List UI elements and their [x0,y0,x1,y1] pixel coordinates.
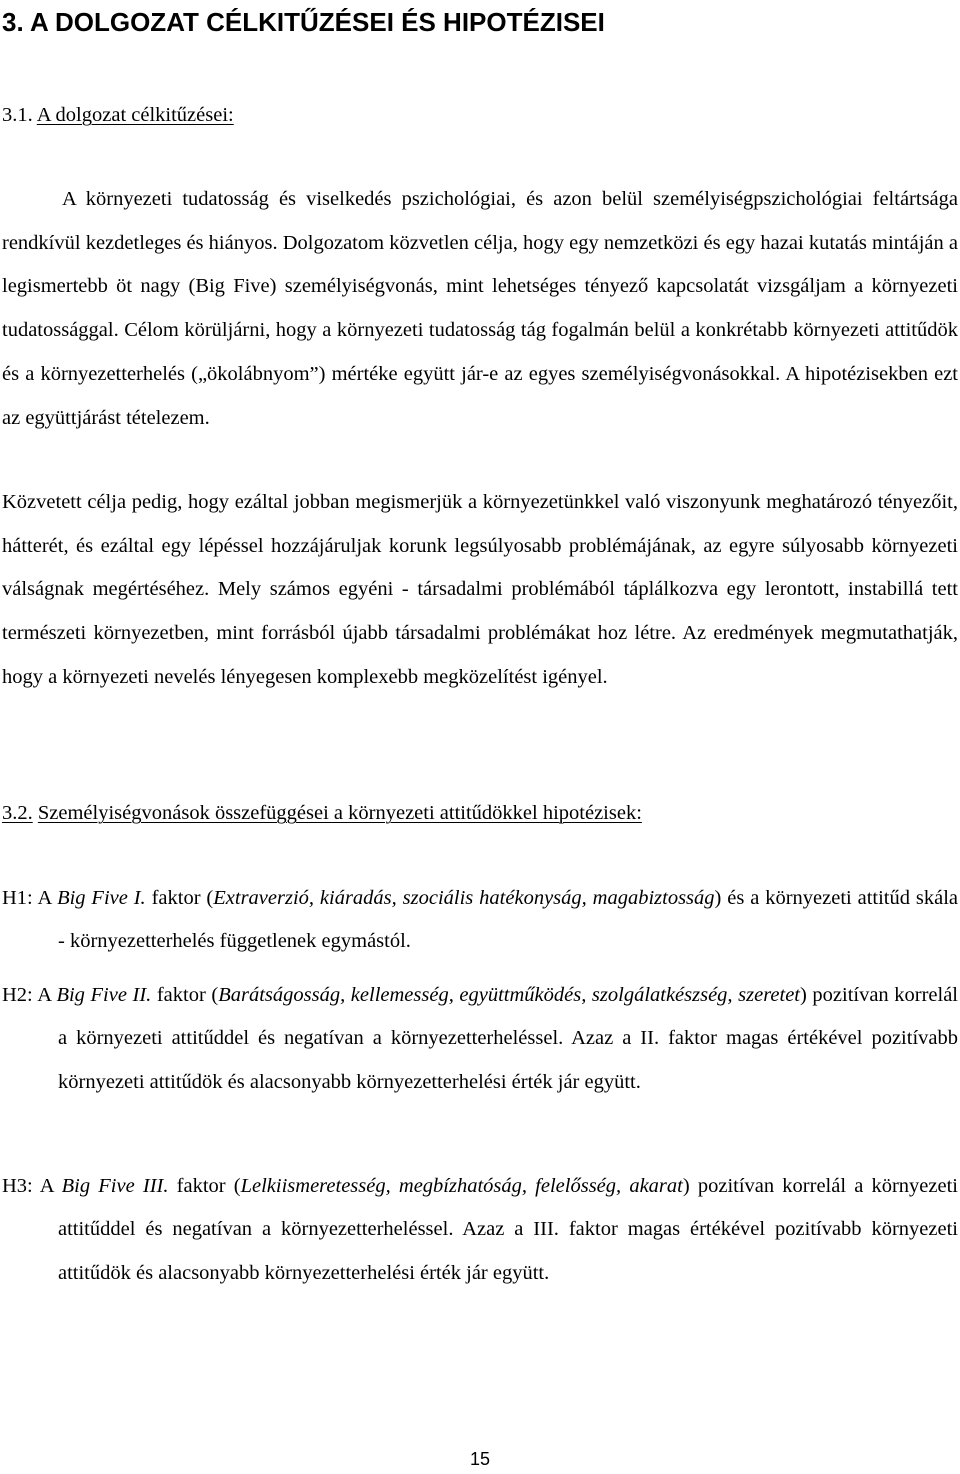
hypothesis-factor-word: faktor ( [156,984,219,1006]
hypothesis-factor-word: faktor ( [151,887,214,909]
body-paragraph-1: A környezeti tudatosság és viselkedés pszichológiai, és azon belül személyiségpszichológiai feltártsága rendkívül kezdetleges és hiányos. Dolgozatom közvetlen célja, hogy egy nemzetközi és egy hazai kutatás mintáján a legismertebb öt nagy (Big Five) személyiségvonás, mint lehetséges tényező kapcsolatát vizsgáljam a környezeti tudatossággal. Célom körüljárni, hogy a környezeti tudatosság tág fogalmán belül a konkrétabb környezeti attitűdök és a környezetterhelés („ökolábnyom”) mértéke együtt jár-e az egyes személyiségvonásokkal. A hipotézisekben ezt az együttjárást tételezem. [2,188,958,429]
page-number: 15 [469,1449,491,1469]
hypothesis-model: Big Five II. [56,984,152,1006]
section-heading-3-2 [2,798,642,828]
chapter-title: 3. A DOLGOZAT CÉLKITŰZÉSEI ÉS HIPOTÉZISEI [2,7,605,37]
section-number: 3.2. [2,802,33,824]
hypothesis-traits: Barátságosság, kellemesség, együttműködés, szolgálatkészség, szeretet [218,984,800,1006]
body-paragraph-2: Közvetett célja pedig, hogy ezáltal jobban megismerjük a környezetünkkel való viszonyunk meghatározó tényezőit, hátterét, és ezáltal egy lépéssel hozzájáruljak korunk legsúlyosabb problémájának, az egyre súlyosabb környezeti válságnak megértéséhez. Mely számos egyéni - társadalmi problémából táplálkozva egy lerontott, instabillá tett természeti környezetben, mint forrásból újabb társadalmi problémákat hoz létre. Az eredmények megmutathatják, hogy a környezeti nevelés lényegesen komplexebb megközelítést igényel. [2,491,958,688]
hypothesis-statement: ) pozitívan korrelál a környezeti attitűddel és negatívan a környezetterheléssel. Azaz a II. faktor magas értékével pozitívabb környezeti attitűdök és alacsonyabb környezetterhelési érték jár együtt. [58,984,959,1093]
hypothesis-statement: ) és a környezeti attitűd skála - környezetterhelés függetlenek egymástól. [58,887,958,953]
hypothesis-h3 [2,1165,958,1295]
hypothesis-statement: ) pozitívan korrelál a környezeti attitűddel és negatívan a környezetterheléssel. Azaz a III. faktor magas értékével pozitívabb környezeti attitűdök és alacsonyabb környezetterhelési érték jár együtt. [58,1175,958,1284]
hypothesis-traits: Lelkiismeretesség, megbízhatóság, felelősség, akarat [240,1175,683,1197]
hypothesis-label: H2: A [2,984,51,1006]
hypothesis-traits: Extraverzió, kiáradás, szociális hatékonyság, magabiztosság [213,887,715,909]
hypothesis-factor-word: faktor ( [176,1175,241,1197]
hypothesis-label: H1: A [2,887,52,909]
hypothesis-h2 [2,974,958,1104]
hypothesis-model: Big Five III. [61,1175,169,1197]
hypothesis-h1 [2,877,958,964]
section-title: Személyiségvonások összefüggései a környezeti attitűdökkel hipotézisek: [37,802,642,824]
hypothesis-model: Big Five I. [57,887,146,909]
section-number: 3.1. [2,104,33,126]
hypothesis-label: H3: A [2,1175,54,1197]
section-heading-3-1 [2,100,234,130]
section-title: A dolgozat célkitűzései: [36,104,234,126]
